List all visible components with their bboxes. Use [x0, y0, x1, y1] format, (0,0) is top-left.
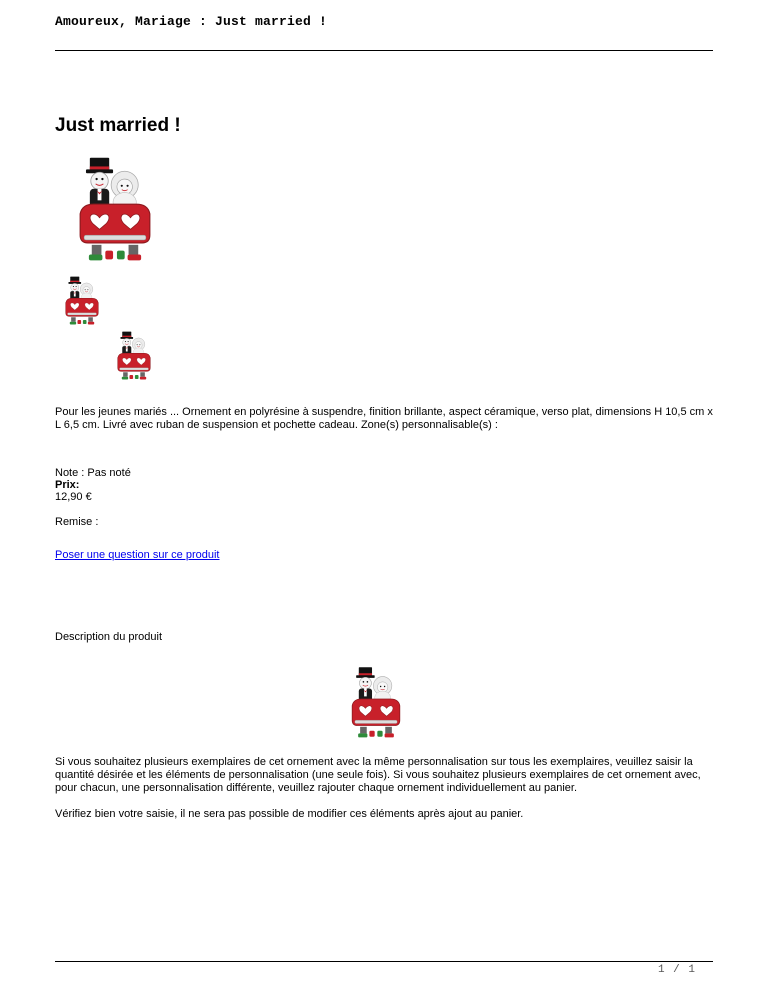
page-header-title: Amoureux, Mariage : Just married ! [55, 14, 328, 29]
page-number: 1 / 1 [657, 964, 696, 976]
discount-label: Remise : [55, 516, 99, 528]
product-intro-text: Pour les jeunes mariés ... Ornement en polyrésine à suspendre, finition brillante, aspect céramique, verso plat, dimensions H 10,5 cm x L 6,5 cm. Livré avec ruban de suspension et pochette cadeau. Zone(s) personnalisable(s) : [55, 406, 713, 431]
price-label: Prix: [55, 479, 80, 491]
product-thumbnail-2[interactable] [114, 328, 154, 384]
description-paragraph-1: Si vous souhaitez plusieurs exemplaires de cet ornement avec la même personnalisation sur tous les exemplaires, veuillez saisir la quantité désirée et les éléments de personnalisation (une seule fois). Si vous souhaitez plusieurs exemplaires de cet ornement avec, pour chacun, une personnalisation différente, veuillez rajouter chaque ornement individuellement au panier. [55, 756, 701, 794]
product-rating: Note : Pas noté [55, 467, 131, 479]
description-paragraph-2: Vérifiez bien votre saisie, il ne sera pas possible de modifier ces éléments après ajout au panier. [55, 808, 524, 820]
price-value: 12,90 € [55, 491, 92, 503]
product-title: Just married ! [55, 115, 181, 136]
description-heading: Description du produit [55, 631, 163, 643]
footer-divider [55, 961, 713, 962]
header-divider [55, 50, 713, 51]
description-image [340, 662, 412, 744]
product-thumbnail-1[interactable] [62, 273, 102, 329]
product-main-image [76, 150, 154, 270]
ask-question-link[interactable]: Poser une question sur ce produit [55, 549, 220, 561]
